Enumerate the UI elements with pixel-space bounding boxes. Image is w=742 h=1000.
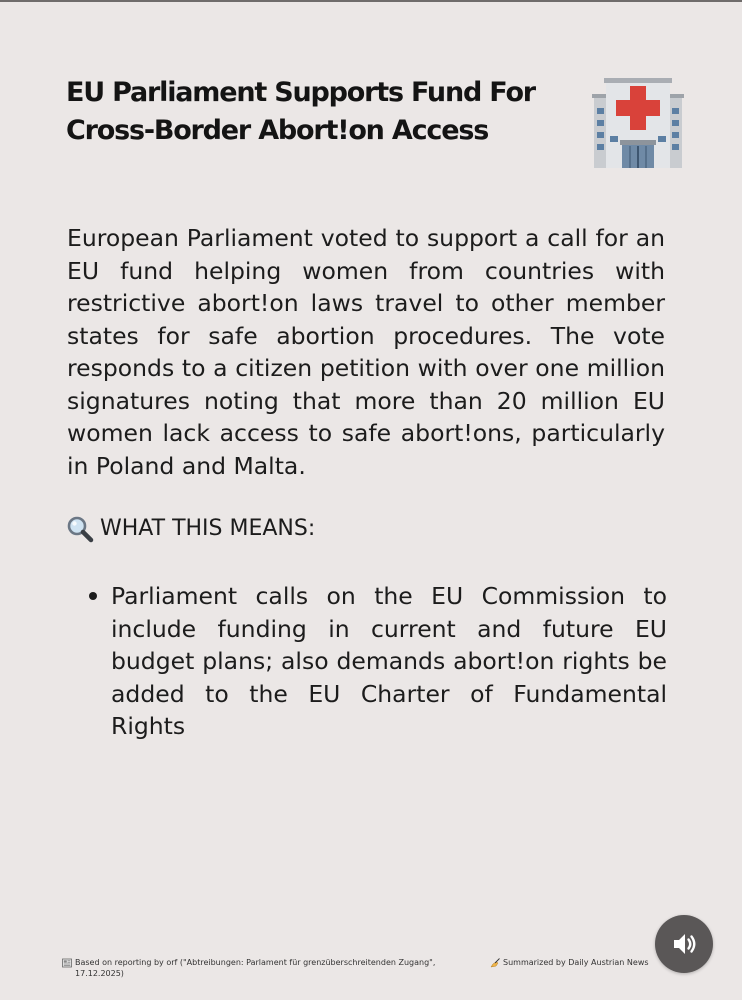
- bullet-dot: [89, 592, 97, 600]
- footer-source-text: Based on reporting by orf ("Abtreibungen: Parlament für grenzüberschreitenden Zugang", 17.12.2025): [75, 958, 436, 978]
- footer-credit-text: Summarized by Daily Austrian News: [503, 958, 649, 967]
- footer-credit: [490, 957, 649, 968]
- hospital-icon: [592, 76, 684, 170]
- footer-source: [62, 957, 442, 979]
- list-item: [111, 580, 667, 743]
- bullet-text: Parliament calls on the EU Commission to include funding in current and future EU budget plans; also demands abort!on rights be added to the EU Charter of Fundamental Rights: [111, 582, 667, 740]
- article-summary: European Parliament voted to support a call for an EU fund helping women from countries with restrictive abort!on laws travel to other member states for safe abortion procedures. The vote responds to a citizen petition with over one million signatures noting that more than 20 million EU women lack access to safe abort!ons, particularly in Poland and Malta.: [67, 224, 665, 480]
- magnifying-glass-icon: [66, 515, 94, 543]
- top-divider: [0, 0, 742, 2]
- writing-hand-icon: [490, 958, 500, 968]
- bullet-list: [111, 580, 667, 743]
- section-heading: [66, 513, 315, 545]
- section-heading-text: WHAT THIS MEANS:: [100, 516, 316, 541]
- audio-toggle-button[interactable]: [655, 915, 713, 973]
- article-title: EU Parliament Supports Fund For Cross-Border Abort!on Access: [66, 77, 535, 146]
- speaker-icon: [669, 929, 699, 959]
- newspaper-icon: [62, 958, 72, 968]
